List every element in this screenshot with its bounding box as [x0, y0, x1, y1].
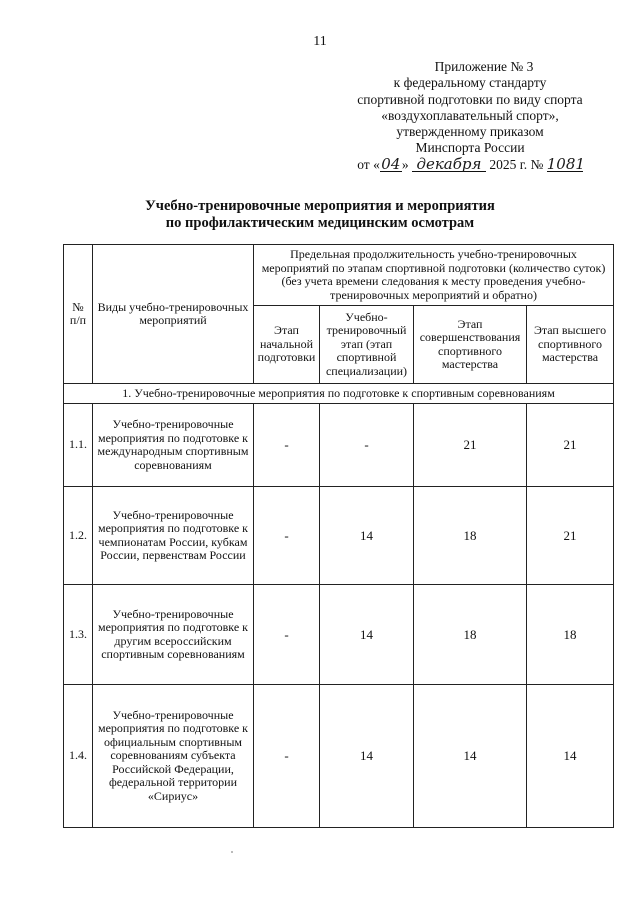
appendix-line-1: к федеральному стандарту [393, 75, 547, 91]
row-value-4: 21 [527, 487, 614, 585]
row-value-3: 21 [414, 404, 527, 487]
header-col-2: Учебно-тренировочный этап (этап спортивной специализации) [320, 306, 414, 384]
header-type: Виды учебно-тренировочных мероприятий [93, 245, 254, 384]
appendix-line-3: «воздухоплавательный спорт», [381, 107, 559, 123]
row-name: Учебно-тренировочные мероприятия по подготовке к международным спортивным соревнованиям [93, 404, 254, 487]
appendix-title: Приложение № 3 [434, 59, 534, 74]
section-heading: 1. Учебно-тренировочные мероприятия по подготовке к спортивным соревнованиям [64, 384, 614, 404]
date-prefix: от « [357, 156, 380, 172]
section-row [64, 384, 614, 404]
row-number: 1.4. [64, 685, 93, 828]
header-col-3: Этап совершенствования спортивного мастерства [414, 306, 527, 384]
header-col-4: Этап высшего спортивного мастерства [527, 306, 614, 384]
row-value-2: 14 [320, 585, 414, 685]
appendix-date-row [340, 154, 600, 173]
row-value-2: - [320, 404, 414, 487]
title-line-2: по профилактическим медицинским осмотрам [165, 215, 475, 231]
row-value-2: 14 [320, 487, 414, 585]
row-number: 1.2. [64, 487, 93, 585]
table-row [64, 404, 614, 487]
row-value-2: 14 [320, 685, 414, 828]
table-row [64, 487, 614, 585]
appendix-line-2: спортивной подготовки по виду спорта [357, 91, 583, 107]
row-value-3: 18 [414, 585, 527, 685]
scan-dot [231, 851, 233, 853]
page-number: 11 [313, 34, 327, 49]
handwritten-number: 1081 [546, 154, 585, 173]
row-value-1: - [254, 585, 320, 685]
row-value-4: 18 [527, 585, 614, 685]
date-year: 2025 г. № [489, 156, 544, 172]
row-value-1: - [254, 404, 320, 487]
date-mid: » [401, 156, 409, 172]
activities-table [63, 244, 614, 828]
header-row-1 [64, 245, 614, 306]
row-value-1: - [254, 487, 320, 585]
title-line-1: Учебно-тренировочные мероприятия и мероприятия [145, 198, 495, 214]
row-value-3: 14 [414, 685, 527, 828]
header-num: № п/п [64, 245, 93, 384]
document-title [90, 198, 550, 232]
row-name: Учебно-тренировочные мероприятия по подготовке к чемпионатам России, кубкам России, первенствам России [93, 487, 254, 585]
handwritten-month: декабря [412, 157, 486, 172]
appendix-line-4: утвержденному приказом [396, 124, 544, 140]
header-col-1: Этап начальной подготовки [254, 306, 320, 384]
row-value-4: 21 [527, 404, 614, 487]
row-number: 1.3. [64, 585, 93, 685]
row-value-3: 18 [414, 487, 527, 585]
row-number: 1.1. [64, 404, 93, 487]
row-name: Учебно-тренировочные мероприятия по подготовке к официальным спортивным соревнованиям субъекта Российской Федерации, федеральной территории «Сириус» [93, 685, 254, 828]
handwritten-day: 04 [381, 154, 401, 173]
table-row [64, 585, 614, 685]
row-value-4: 14 [527, 685, 614, 828]
row-name: Учебно-тренировочные мероприятия по подготовке к другим всероссийским спортивным соревнованиям [93, 585, 254, 685]
header-group: Предельная продолжительность учебно-тренировочных мероприятий по этапам спортивной подготовки (количество суток) (без учета времени следования к месту проведения учебно-тренировочных мероприятий и обратно) [254, 245, 614, 306]
table-row [64, 685, 614, 828]
appendix-line-5: Минспорта России [415, 140, 525, 156]
row-value-1: - [254, 685, 320, 828]
appendix-block [340, 59, 600, 173]
